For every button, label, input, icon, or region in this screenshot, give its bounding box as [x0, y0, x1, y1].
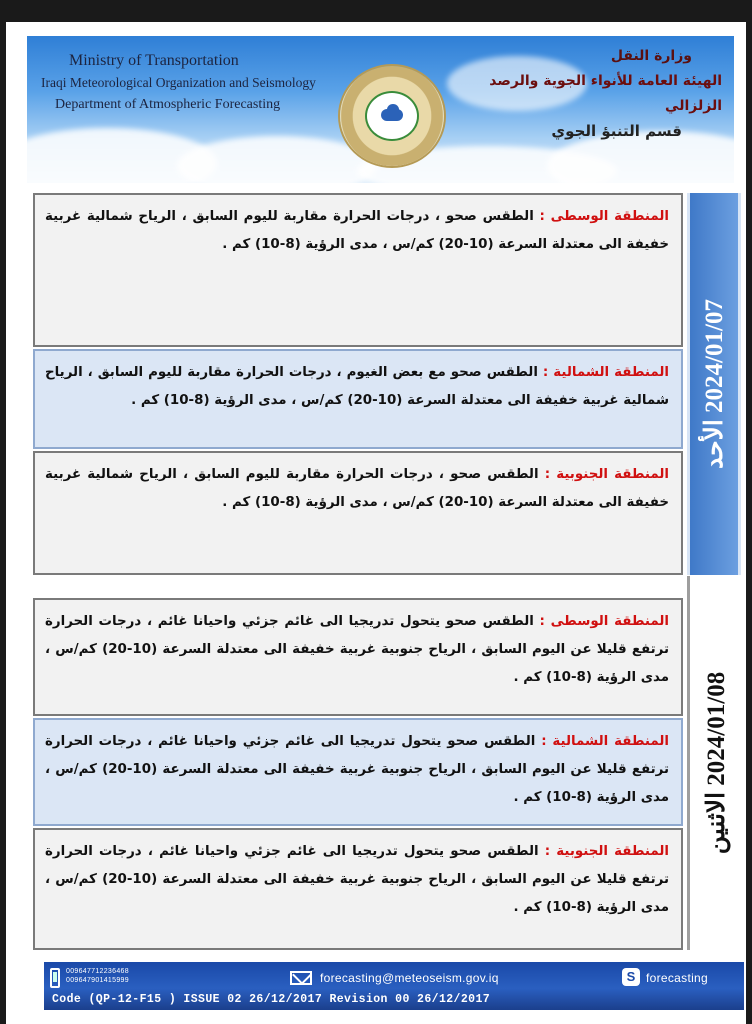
phone-number: 009647712236468 [66, 968, 129, 975]
email-address[interactable]: forecasting@meteoseism.gov.iq [320, 971, 499, 985]
day-date-label: 2024/01/07 الأحد [701, 299, 728, 469]
region-name: المنطقة الجنوبية : [544, 844, 669, 859]
region-name: المنطقة الوسطى : [539, 614, 669, 629]
day-date-label: 2024/01/08 الاثنين [702, 671, 730, 855]
organization-logo [340, 66, 444, 166]
organization-name-ar: الهيئة العامة للأنواء الجوية والرصد الزلزالي [489, 73, 722, 114]
region-central [33, 598, 683, 716]
region-text: الطقس صحو يتحول تدريجيا الى غائم جزئي واحيانا غائم ، درجات الحرارة ترتفع قليلا عن اليوم السابق ، الرياح جنوبية غربية خفيفة الى معتدلة السرعة (10-20) كم/س ، مدى الرؤية (8-10) كم . [45, 844, 670, 915]
day-forecast-1 [33, 193, 743, 575]
header-arabic [482, 44, 722, 144]
region-north [33, 718, 683, 826]
day-forecast-2 [33, 576, 743, 950]
ministry-name-ar: وزارة النقل [610, 48, 692, 64]
organization-name-en: Iraqi Meteorological Organization and Seismology [41, 75, 316, 90]
phone-number: 009647901415999 [66, 977, 129, 984]
region-text: الطقس صحو ، درجات الحرارة مقاربة لليوم السابق ، الرياح شمالية غربية خفيفة الى معتدلة السرعة (10-20) كم/س ، مدى الرؤية (8-10) كم . [45, 467, 669, 510]
skype-icon: S [622, 968, 640, 986]
ministry-name-en: Ministry of Transportation [69, 52, 239, 69]
phone-icon [50, 968, 60, 988]
document-code-line: Code (QP-12-F15 ) ISSUE 02 26/12/2017 Revision 00 26/12/2017 [52, 993, 491, 1006]
region-south [33, 451, 683, 575]
region-name: المنطقة الشمالية : [542, 365, 669, 380]
region-text: الطقس صحو مع بعض الغيوم ، درجات الحرارة مقاربة لليوم السابق ، الرياح شمالية غربية خفيفة الى معتدلة السرعة (10-20) كم/س ، مدى الرؤية (8-10) كم . [45, 365, 669, 408]
region-name: المنطقة الشمالية : [541, 734, 669, 749]
phone-numbers [66, 967, 129, 985]
region-name: المنطقة الجنوبية : [544, 467, 669, 482]
region-text: الطقس صحو ، درجات الحرارة مقاربة لليوم السابق ، الرياح شمالية غربية خفيفة الى معتدلة السرعة (10-20) كم/س ، مدى الرؤية (8-10) كم . [45, 209, 669, 252]
region-central [33, 193, 683, 347]
mail-icon [290, 971, 312, 985]
skype-handle: forecasting [646, 971, 708, 985]
region-text: الطقس صحو يتحول تدريجيا الى غائم جزئي واحيانا غائم ، درجات الحرارة ترتفع قليلا عن اليوم السابق ، الرياح جنوبية غربية خفيفة الى معتدلة السرعة (10-20) كم/س ، مدى الرؤية (8-10) كم . [45, 734, 670, 805]
contact-footer [44, 962, 744, 1010]
region-north [33, 349, 683, 449]
region-south [33, 828, 683, 950]
region-text: الطقس صحو يتحول تدريجيا الى غائم جزئي واحيانا غائم ، درجات الحرارة ترتفع قليلا عن اليوم السابق ، الرياح جنوبية غربية خفيفة الى معتدلة السرعة (10-20) كم/س ، مدى الرؤية (8-10) كم . [45, 614, 670, 685]
header-english [41, 50, 316, 116]
header-banner [27, 36, 734, 183]
department-name-ar: قسم التنبؤ الجوي [551, 122, 682, 140]
day-tab [687, 576, 741, 950]
day-tab [687, 193, 741, 575]
department-name-en: Department of Atmospheric Forecasting [55, 97, 281, 112]
region-name: المنطقة الوسطى : [539, 209, 669, 224]
